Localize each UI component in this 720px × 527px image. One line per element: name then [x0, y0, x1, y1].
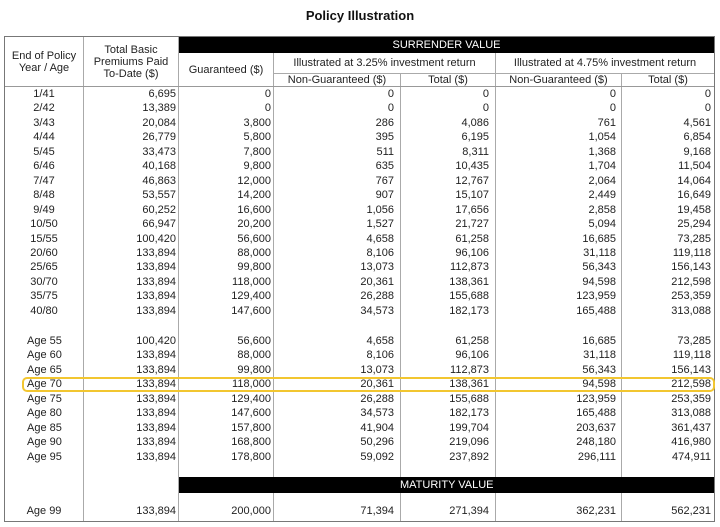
non-guaranteed-475-cell: 203,637: [576, 421, 616, 434]
maturity-value-header: MATURITY VALUE: [179, 477, 714, 493]
table-row: [5, 348, 714, 362]
total-475-cell: 73,285: [677, 335, 711, 347]
year-age-cell: Age 75: [27, 392, 62, 405]
total-325-cell: 61,258: [455, 335, 489, 347]
guaranteed-cell: 16,600: [237, 203, 271, 216]
guaranteed-cell: 7,800: [243, 145, 271, 158]
non-guaranteed-475-cell: 165,488: [576, 304, 616, 317]
total-475-cell: 361,437: [671, 421, 711, 434]
guaranteed-cell: 129,400: [231, 290, 271, 303]
non-guaranteed-325-cell: 395: [375, 131, 394, 144]
total-475-cell: 119,118: [672, 246, 711, 259]
premiums-cell: 133,894: [136, 436, 176, 449]
total-325-cell: 138,361: [449, 378, 489, 391]
non-guaranteed-325-cell: 34,573: [360, 304, 394, 317]
non-guaranteed-475-cell: 5,094: [588, 218, 616, 231]
guaranteed-cell: 157,800: [231, 421, 271, 434]
table-row: [5, 174, 714, 188]
total-475-cell: 0: [704, 88, 711, 100]
year-age-cell: Age 65: [27, 363, 62, 376]
total-325-cell: 96,106: [455, 246, 489, 259]
total-475-cell: 212,598: [671, 275, 711, 288]
non-guaranteed-475-cell: 362,231: [576, 505, 616, 517]
year-age-cell: 5/45: [33, 145, 55, 158]
total-325-cell: 237,892: [449, 450, 489, 463]
total-325-header: Total ($): [428, 73, 468, 86]
non-guaranteed-325-cell: 907: [375, 189, 394, 202]
table-row: [5, 159, 714, 173]
non-guaranteed-325-cell: 41,904: [360, 421, 394, 434]
guaranteed-cell: 0: [264, 102, 271, 115]
total-325-cell: 0: [482, 102, 489, 115]
premiums-cell: 13,389: [142, 102, 176, 115]
guaranteed-cell: 5,800: [243, 131, 271, 144]
total-325-cell: 17,656: [455, 203, 489, 216]
premiums-cell: 133,894: [136, 304, 176, 317]
guaranteed-cell: 99,800: [237, 363, 271, 376]
non-guaranteed-325-cell: 50,296: [360, 436, 394, 449]
non-guaranteed-475-cell: 123,959: [576, 290, 616, 303]
premiums-cell: 133,894: [136, 378, 176, 391]
premiums-cell: 133,894: [136, 450, 176, 463]
guaranteed-cell: 9,800: [243, 160, 271, 173]
year-age-cell: 30/70: [30, 275, 58, 288]
non-guaranteed-475-cell: 31,118: [583, 246, 616, 259]
total-325-cell: 182,173: [449, 304, 489, 317]
total-475-cell: 14,064: [677, 174, 711, 187]
guaranteed-cell: 0: [264, 88, 271, 100]
total-475-header: Total ($): [648, 73, 688, 86]
guaranteed-header: Guaranteed ($): [188, 63, 264, 76]
non-guaranteed-325-cell: 511: [376, 145, 394, 158]
total-325-cell: 219,096: [449, 436, 489, 449]
total-325-cell: 155,688: [449, 290, 489, 303]
total-475-cell: 73,285: [677, 232, 711, 245]
year-age-cell: Age 55: [27, 335, 62, 347]
table-row: [5, 116, 714, 130]
non-guaranteed-325-cell: 71,394: [360, 505, 394, 517]
year-age-cell: Age 90: [27, 436, 62, 449]
total-475-cell: 9,168: [683, 145, 711, 158]
total-325-cell: 6,195: [461, 131, 489, 144]
table-row: [5, 217, 714, 231]
year-age-cell: Age 95: [27, 450, 62, 463]
premiums-cell: 133,894: [136, 275, 176, 288]
table-row: [5, 145, 714, 159]
premiums-cell: 133,894: [136, 261, 176, 274]
year-age-cell: Age 70: [27, 378, 62, 391]
year-age-cell: 6/46: [33, 160, 55, 173]
table-row: [5, 435, 714, 449]
total-475-cell: 212,598: [671, 378, 711, 391]
premiums-cell: 133,894: [136, 392, 176, 405]
total-325-cell: 199,704: [449, 421, 489, 434]
guaranteed-cell: 12,000: [237, 174, 271, 187]
total-325-cell: 0: [482, 88, 489, 100]
year-age-cell: 1/41: [33, 88, 55, 100]
total-325-cell: 271,394: [449, 505, 489, 517]
guaranteed-cell: 99,800: [237, 261, 271, 274]
total-475-cell: 0: [704, 102, 711, 115]
premiums-cell: 33,473: [142, 145, 176, 158]
non-guaranteed-475-cell: 2,449: [588, 189, 616, 202]
guaranteed-cell: 88,000: [237, 246, 271, 259]
non-guaranteed-325-cell: 26,288: [360, 290, 394, 303]
non-guaranteed-475-cell: 56,343: [582, 363, 616, 376]
guaranteed-cell: 56,600: [237, 335, 271, 347]
table-row: [5, 289, 714, 303]
non-guaranteed-325-cell: 13,073: [360, 363, 394, 376]
non-guaranteed-325-cell: 1,056: [366, 203, 394, 216]
year-age-cell: 20/60: [30, 246, 58, 259]
total-475-cell: 4,561: [683, 116, 711, 129]
premiums-cell: 133,894: [136, 421, 176, 434]
premiums-cell: 20,084: [142, 116, 176, 129]
total-475-cell: 416,980: [671, 436, 711, 449]
guaranteed-cell: 200,000: [231, 505, 271, 517]
non-guaranteed-325-cell: 8,106: [366, 349, 394, 362]
non-guaranteed-325-cell: 4,658: [366, 232, 394, 245]
table-row: [5, 130, 714, 144]
table-row: [5, 87, 714, 101]
table-row: [5, 421, 714, 435]
premiums-cell: 133,894: [136, 407, 176, 420]
non-guaranteed-475-cell: 165,488: [576, 407, 616, 420]
guaranteed-cell: 88,000: [237, 349, 271, 362]
non-guaranteed-475-cell: 0: [609, 88, 616, 100]
guaranteed-cell: 56,600: [237, 232, 271, 245]
non-guaranteed-325-header: Non-Guaranteed ($): [287, 73, 387, 86]
guaranteed-cell: 118,000: [232, 378, 271, 391]
total-475-cell: 16,649: [677, 189, 711, 202]
page-title: Policy Illustration: [305, 8, 415, 23]
premiums-cell: 133,894: [136, 505, 176, 517]
year-age-cell: Age 80: [27, 407, 62, 420]
premiums-cell: 40,168: [142, 160, 176, 173]
total-475-cell: 6,854: [683, 131, 711, 144]
premiums-cell: 60,252: [142, 203, 176, 216]
non-guaranteed-325-cell: 767: [375, 174, 394, 187]
table-row: [5, 275, 714, 289]
non-guaranteed-325-cell: 0: [387, 88, 394, 100]
year-age-cell: 40/80: [30, 304, 58, 317]
year-age-header: End of Policy Year / Age: [11, 49, 77, 74]
non-guaranteed-325-cell: 8,106: [366, 246, 394, 259]
total-475-cell: 119,118: [672, 349, 711, 362]
guaranteed-cell: 129,400: [231, 392, 271, 405]
group-325-header: Illustrated at 3.25% investment return: [293, 57, 476, 69]
total-475-cell: 156,143: [671, 261, 711, 274]
total-325-cell: 155,688: [449, 392, 489, 405]
non-guaranteed-475-cell: 123,959: [576, 392, 616, 405]
total-325-cell: 138,361: [449, 275, 489, 288]
non-guaranteed-475-cell: 761: [597, 116, 616, 129]
premiums-cell: 26,779: [142, 131, 176, 144]
premiums-cell: 133,894: [136, 290, 176, 303]
total-325-cell: 96,106: [455, 349, 489, 362]
premiums-cell: 66,947: [142, 218, 176, 231]
year-age-cell: 7/47: [33, 174, 55, 187]
total-325-cell: 21,727: [455, 218, 489, 231]
guaranteed-cell: 178,800: [231, 450, 271, 463]
policy-illustration-table: [4, 36, 715, 522]
non-guaranteed-475-header: Non-Guaranteed ($): [509, 73, 608, 86]
year-age-cell: 9/49: [33, 203, 55, 216]
group-475-header: Illustrated at 4.75% investment return: [513, 57, 697, 69]
year-age-cell: 35/75: [30, 290, 58, 303]
total-325-cell: 12,767: [455, 174, 489, 187]
premiums-cell: 100,420: [136, 232, 176, 245]
non-guaranteed-325-cell: 59,092: [360, 450, 394, 463]
total-475-cell: 253,359: [671, 392, 711, 405]
non-guaranteed-475-cell: 94,598: [582, 378, 616, 391]
guaranteed-cell: 147,600: [231, 304, 271, 317]
premiums-cell: 6,695: [148, 88, 176, 100]
total-475-cell: 313,088: [671, 407, 711, 420]
total-325-cell: 15,107: [455, 189, 489, 202]
total-325-cell: 8,311: [462, 145, 489, 158]
guaranteed-cell: 147,600: [231, 407, 271, 420]
year-age-cell: Age 85: [27, 421, 62, 434]
non-guaranteed-475-cell: 1,368: [588, 145, 616, 158]
non-guaranteed-325-cell: 635: [375, 160, 394, 173]
non-guaranteed-475-cell: 16,685: [582, 232, 616, 245]
non-guaranteed-475-cell: 2,064: [588, 174, 616, 187]
premiums-cell: 46,863: [142, 174, 176, 187]
non-guaranteed-325-cell: 20,361: [360, 378, 394, 391]
non-guaranteed-325-cell: 4,658: [366, 335, 394, 347]
total-325-cell: 61,258: [455, 232, 489, 245]
total-325-cell: 112,873: [450, 261, 489, 274]
year-age-cell: 15/55: [30, 232, 58, 245]
non-guaranteed-475-cell: 56,343: [582, 261, 616, 274]
non-guaranteed-325-cell: 20,361: [360, 275, 394, 288]
table-row: [5, 260, 714, 274]
table-row: [5, 450, 714, 464]
year-age-cell: 2/42: [33, 102, 55, 115]
total-325-cell: 112,873: [450, 363, 489, 376]
non-guaranteed-475-cell: 31,118: [583, 349, 616, 362]
guaranteed-cell: 168,800: [231, 436, 271, 449]
table-row: [5, 232, 714, 246]
table-row: [5, 334, 714, 348]
premiums-header: Total Basic Premiums Paid To-Date ($): [93, 43, 169, 80]
table-row: [5, 304, 714, 318]
premiums-cell: 53,557: [142, 189, 176, 202]
year-age-cell: 25/65: [30, 261, 58, 274]
non-guaranteed-475-cell: 296,111: [577, 450, 616, 463]
premiums-cell: 133,894: [136, 349, 176, 362]
non-guaranteed-325-cell: 26,288: [360, 392, 394, 405]
total-475-cell: 562,231: [671, 505, 711, 517]
total-475-cell: 156,143: [671, 363, 711, 376]
surrender-value-header: SURRENDER VALUE: [179, 37, 714, 53]
guaranteed-cell: 14,200: [237, 189, 271, 202]
year-age-cell: Age 60: [27, 349, 62, 362]
highlight-age-70-row: [22, 377, 715, 392]
guaranteed-cell: 118,000: [232, 275, 271, 288]
non-guaranteed-475-cell: 1,704: [588, 160, 616, 173]
year-age-cell: 4/44: [33, 131, 55, 144]
total-475-cell: 253,359: [671, 290, 711, 303]
non-guaranteed-475-cell: 248,180: [576, 436, 616, 449]
non-guaranteed-325-cell: 34,573: [360, 407, 394, 420]
table-row: [5, 188, 714, 202]
total-475-cell: 11,504: [678, 160, 711, 173]
guaranteed-cell: 20,200: [237, 218, 271, 231]
premiums-cell: 100,420: [136, 335, 176, 347]
total-475-cell: 474,911: [672, 450, 711, 463]
non-guaranteed-475-cell: 2,858: [588, 203, 616, 216]
non-guaranteed-325-cell: 13,073: [360, 261, 394, 274]
non-guaranteed-475-cell: 0: [609, 102, 616, 115]
table-row: [5, 406, 714, 420]
total-325-cell: 182,173: [449, 407, 489, 420]
table-row: [5, 392, 714, 406]
total-325-cell: 4,086: [461, 116, 489, 129]
total-475-cell: 19,458: [677, 203, 711, 216]
total-475-cell: 25,294: [677, 218, 711, 231]
table-row: [5, 363, 714, 377]
non-guaranteed-475-cell: 1,054: [588, 131, 616, 144]
total-475-cell: 313,088: [671, 304, 711, 317]
premiums-cell: 133,894: [136, 363, 176, 376]
non-guaranteed-475-cell: 16,685: [582, 335, 616, 347]
maturity-row: [5, 504, 714, 518]
non-guaranteed-325-cell: 0: [387, 102, 394, 115]
year-age-cell: 8/48: [33, 189, 55, 202]
year-age-cell: 3/43: [33, 116, 55, 129]
guaranteed-cell: 3,800: [243, 116, 271, 129]
non-guaranteed-475-cell: 94,598: [582, 275, 616, 288]
table-row: [5, 246, 714, 260]
year-age-cell: 10/50: [30, 218, 58, 231]
total-325-cell: 10,435: [455, 160, 489, 173]
table-row: [5, 203, 714, 217]
year-age-cell: Age 99: [26, 505, 62, 517]
non-guaranteed-325-cell: 286: [375, 116, 394, 129]
non-guaranteed-325-cell: 1,527: [366, 218, 394, 231]
premiums-cell: 133,894: [136, 246, 176, 259]
table-row: [5, 101, 714, 115]
